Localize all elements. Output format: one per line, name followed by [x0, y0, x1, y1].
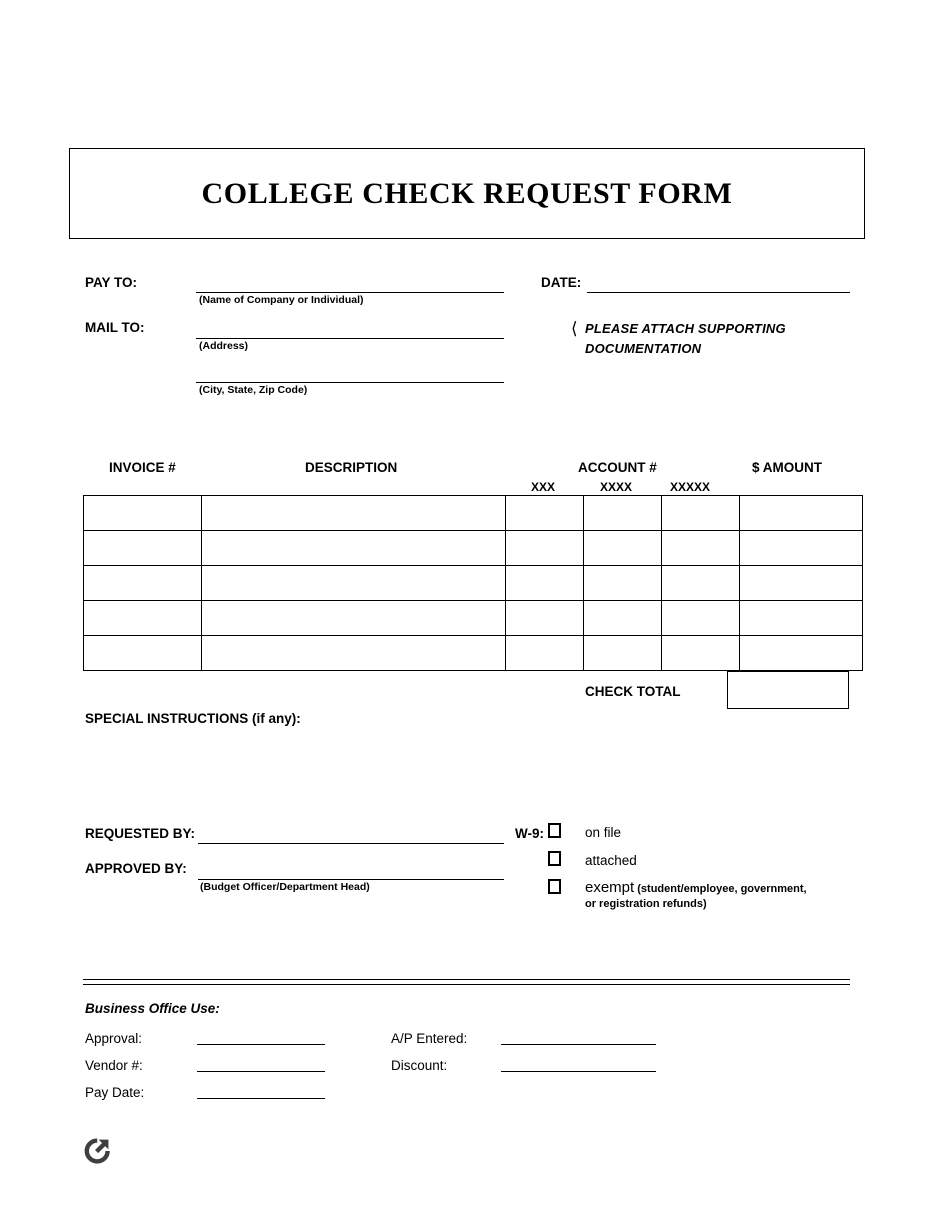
approval-label: Approval:	[85, 1031, 143, 1046]
table-row[interactable]	[84, 531, 863, 566]
cell-account-1[interactable]	[506, 496, 584, 531]
cell-description[interactable]	[202, 601, 506, 636]
attachment-note	[571, 319, 861, 359]
business-office-title: Business Office Use:	[85, 1001, 220, 1016]
cell-description[interactable]	[202, 531, 506, 566]
business-office-divider-top	[83, 979, 850, 980]
account-subheader-xxxxx: XXXXX	[670, 480, 711, 494]
ap-entered-label: A/P Entered:	[391, 1031, 468, 1046]
column-header-amount: $ AMOUNT	[752, 460, 822, 475]
cell-account-1[interactable]	[506, 531, 584, 566]
cell-account-1[interactable]	[506, 636, 584, 671]
column-header-description: DESCRIPTION	[305, 460, 398, 475]
cell-invoice[interactable]	[84, 496, 202, 531]
date-input[interactable]	[587, 292, 850, 293]
share-launch-icon[interactable]	[80, 1134, 114, 1168]
vendor-number-input[interactable]	[197, 1071, 325, 1072]
check-total-label: CHECK TOTAL	[585, 684, 681, 699]
w9-checkbox-on-file[interactable]	[548, 823, 561, 838]
w9-option-attached-label: attached	[585, 853, 637, 868]
w9-exempt-text: exempt	[585, 879, 635, 896]
table-row[interactable]	[84, 566, 863, 601]
w9-option-exempt-label	[585, 879, 807, 912]
approved-by-input[interactable]	[198, 879, 504, 880]
cell-account-3[interactable]	[662, 566, 740, 601]
approved-by-label: APPROVED BY:	[85, 861, 187, 876]
w9-option-on-file-label: on file	[585, 825, 622, 840]
date-label: DATE:	[541, 275, 582, 290]
city-state-zip-caption: (City, State, Zip Code)	[199, 384, 308, 396]
attachment-note-line2: DOCUMENTATION	[585, 341, 702, 356]
pay-to-caption: (Name of Company or Individual)	[199, 294, 364, 306]
cell-amount[interactable]	[740, 496, 863, 531]
table-row[interactable]	[84, 601, 863, 636]
cell-account-2[interactable]	[584, 636, 662, 671]
pay-date-input[interactable]	[197, 1098, 325, 1099]
form-title-box	[69, 148, 865, 239]
cell-description[interactable]	[202, 636, 506, 671]
cell-amount[interactable]	[740, 601, 863, 636]
vendor-number-label: Vendor #:	[85, 1058, 143, 1073]
special-instructions-label: SPECIAL INSTRUCTIONS (if any):	[85, 711, 301, 726]
address-caption: (Address)	[199, 340, 249, 352]
cell-account-2[interactable]	[584, 531, 662, 566]
pay-to-label: PAY TO:	[85, 275, 138, 290]
account-subheader-xxx: XXX	[531, 480, 556, 494]
column-header-account: ACCOUNT #	[578, 460, 657, 475]
account-subheader-xxxx: XXXX	[600, 480, 633, 494]
business-office-divider-bottom	[83, 984, 850, 985]
attachment-note-line1: PLEASE ATTACH SUPPORTING	[585, 321, 786, 336]
table-row[interactable]	[84, 636, 863, 671]
cell-description[interactable]	[202, 496, 506, 531]
w9-checkbox-attached[interactable]	[548, 851, 561, 866]
cell-invoice[interactable]	[84, 531, 202, 566]
cell-account-3[interactable]	[662, 601, 740, 636]
table-row[interactable]	[84, 496, 863, 531]
cell-account-3[interactable]	[662, 531, 740, 566]
requested-by-label: REQUESTED BY:	[85, 826, 196, 841]
pay-date-label: Pay Date:	[85, 1085, 145, 1100]
cell-account-3[interactable]	[662, 496, 740, 531]
w9-label: W-9:	[515, 826, 544, 841]
w9-exempt-note-line2: or registration refunds)	[585, 898, 707, 910]
page-title: COLLEGE CHECK REQUEST FORM	[201, 176, 733, 210]
cell-amount[interactable]	[740, 636, 863, 671]
cell-amount[interactable]	[740, 566, 863, 601]
mail-to-label: MAIL TO:	[85, 320, 145, 335]
cell-invoice[interactable]	[84, 601, 202, 636]
ap-entered-input[interactable]	[501, 1044, 656, 1045]
w9-exempt-note-line1: (student/employee, government,	[637, 883, 807, 895]
cell-invoice[interactable]	[84, 636, 202, 671]
cell-amount[interactable]	[740, 531, 863, 566]
line-items-table	[83, 495, 863, 671]
w9-checkbox-exempt[interactable]	[548, 879, 561, 894]
pay-to-input[interactable]	[196, 292, 504, 293]
discount-label: Discount:	[391, 1058, 448, 1073]
mail-to-address-input[interactable]	[196, 338, 504, 339]
cell-account-2[interactable]	[584, 496, 662, 531]
cell-account-1[interactable]	[506, 566, 584, 601]
approved-by-caption: (Budget Officer/Department Head)	[200, 881, 370, 893]
approval-input[interactable]	[197, 1044, 325, 1045]
discount-input[interactable]	[501, 1071, 656, 1072]
check-total-input[interactable]	[727, 671, 849, 709]
cell-account-1[interactable]	[506, 601, 584, 636]
requested-by-input[interactable]	[198, 843, 504, 844]
cell-account-2[interactable]	[584, 566, 662, 601]
cell-invoice[interactable]	[84, 566, 202, 601]
cell-description[interactable]	[202, 566, 506, 601]
column-header-invoice: INVOICE #	[109, 460, 176, 475]
bracket-icon: ⟨	[571, 319, 578, 338]
cell-account-3[interactable]	[662, 636, 740, 671]
city-state-zip-input[interactable]	[196, 382, 504, 383]
cell-account-2[interactable]	[584, 601, 662, 636]
